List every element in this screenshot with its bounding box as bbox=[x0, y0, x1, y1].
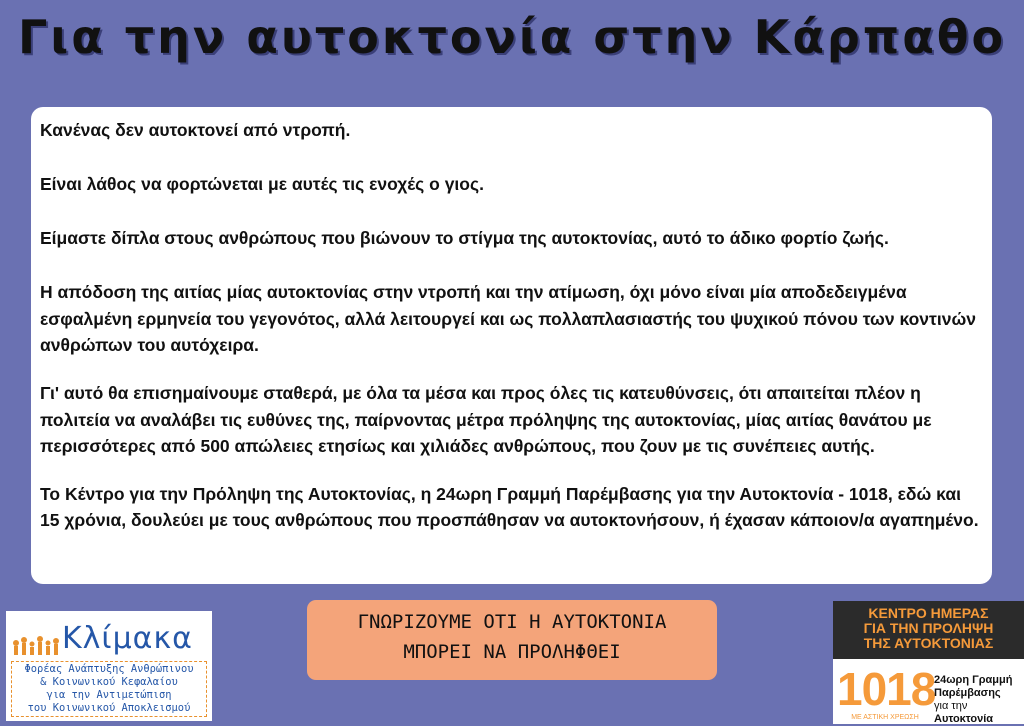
paragraph-1: Κανένας δεν αυτοκτονεί από ντροπή. bbox=[40, 120, 351, 140]
paragraph-6: Το Κέντρο για την Πρόληψη της Αυτοκτονίας, η 24ωρη Γραμμή Παρέμβασης για την Αυτοκτονία - 1018, εδώ και 15 χρόνια, δουλεύει με τους ανθρώπους που προσπάθησαν να αυτοκτονήσουν, ή έχασαν κάποιον/α αγαπημένο. bbox=[40, 483, 979, 531]
klimaka-desc-line: & Κοινωνικού Κεφαλαίου bbox=[40, 676, 178, 688]
hotline-number: 1018 bbox=[837, 663, 936, 715]
kentro-header bbox=[833, 601, 1024, 659]
kentro-header-line: ΓΙΑ ΤΗΝ ΠΡΟΛΗΨΗ bbox=[863, 620, 994, 636]
hotline-description bbox=[934, 674, 1024, 726]
hotline-line-1: 24ωρη Γραμμή bbox=[934, 674, 1013, 686]
klimaka-name: Κλίμακα bbox=[62, 621, 193, 656]
klimaka-logo bbox=[6, 611, 212, 721]
paragraph-3: Είμαστε δίπλα στους ανθρώπους που βιώνουν το στίγμα της αυτοκτονίας, αυτό το άδικο φορτίο ζωής. bbox=[40, 228, 889, 249]
paragraph-5: Γι' αυτό θα επισημαίνουμε σταθερά, με όλα τα μέσα και προς όλες τις κατευθύνσεις, ότι απαιτείται πλέον η πολιτεία να αναλάβει τις ευθύνες της, παίρνοντας μέτρα πρόληψης της αυτοκτονίας, μίας αιτίας θανάτου με περισσότερες από 500 απώλειες ετησίως και χιλιάδες ανθρώπους, που ζουν με τις συνέπειες αυτής. bbox=[40, 383, 932, 457]
people-icon bbox=[12, 631, 62, 657]
kentro-logo bbox=[833, 601, 1024, 724]
statement-card bbox=[31, 107, 992, 584]
paragraph-2: Είναι λάθος να φορτώνεται με αυτές τις ενοχές ο γιος. bbox=[40, 174, 484, 195]
page-title: Για την αυτοκτονία στην Κάρπαθο bbox=[17, 10, 1007, 64]
paragraph-4: Η απόδοση της αιτίας μίας αυτοκτονίας στην ντροπή και την ατίμωση, όχι μόνο είναι μία αποδεδειγμένα εσφαλμένη ερμηνεία του γεγονότος, αλλά λειτουργεί και ως πολλαπλασιαστής του ψυχικού πόνου των κοντινών ανθρώπων του αυτόχειρα. bbox=[40, 282, 976, 356]
prevention-callout bbox=[307, 600, 717, 680]
hotline-line-3-bold: Αυτοκτονία bbox=[934, 713, 994, 725]
kentro-header-line: ΚΕΝΤΡΟ ΗΜΕΡΑΣ bbox=[868, 605, 989, 621]
klimaka-desc-line: του Κοινωνικού Αποκλεισμού bbox=[27, 702, 191, 714]
klimaka-desc-line: για την Αντιμετώπιση bbox=[46, 689, 172, 701]
callout-line-2: ΜΠΟΡΕΙ ΝΑ ΠΡΟΛΗΦΘΕΙ bbox=[403, 641, 621, 663]
hotline-note: ΜΕ ΑΣΤΙΚΗ ΧΡΕΩΣΗ bbox=[851, 714, 919, 721]
klimaka-description bbox=[11, 661, 207, 717]
klimaka-desc-line: Φορέας Ανάπτυξης Ανθρώπινου bbox=[24, 663, 194, 675]
hotline-line-3-pre: για την bbox=[934, 700, 968, 712]
kentro-header-line: ΤΗΣ ΑΥΤΟΚΤΟΝΙΑΣ bbox=[863, 635, 994, 651]
hotline-line-2: Παρέμβασης bbox=[934, 687, 1001, 699]
callout-line-1: ΓΝΩΡΙΖΟΥΜΕ ΟΤΙ Η ΑΥΤΟΚΤΟΝΙΑ bbox=[357, 611, 667, 633]
klimaka-logo-mark bbox=[10, 617, 208, 657]
